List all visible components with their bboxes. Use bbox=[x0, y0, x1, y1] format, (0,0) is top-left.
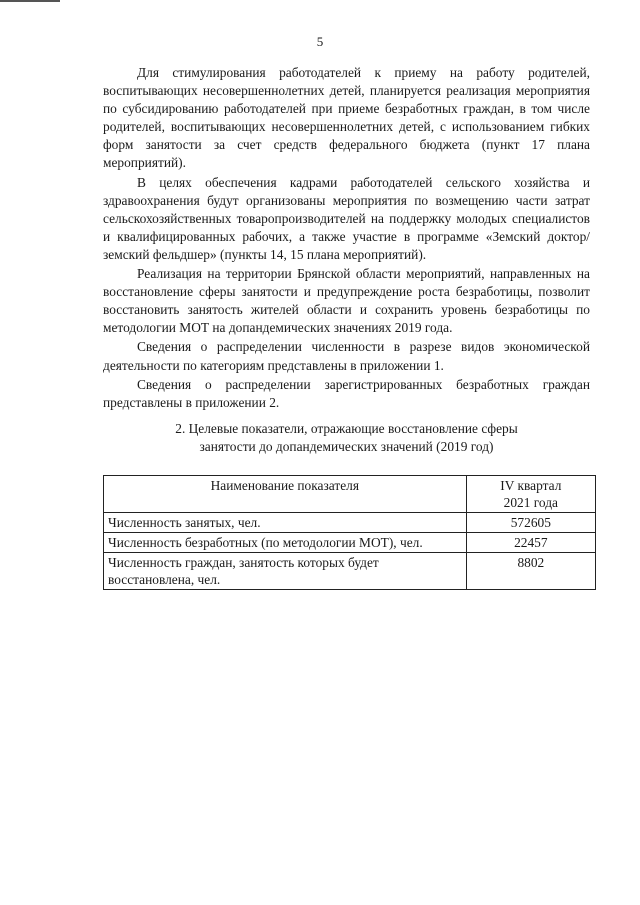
page-number: 5 bbox=[316, 34, 324, 49]
paragraph-employer-stimulus: Для стимулирования работодателей к приему на работу родителей, воспитывающих несовершеннолетних детей, планируется реализация мероприятия по субсидированию работодателей при приеме безработных граждан, в том числе родителей, воспитывающих несовершеннолетних детей, с использованием гибких форм занятости за счет средств федерального бюджета (пункт 17 плана мероприятий). bbox=[103, 65, 590, 171]
row-name-restored: Численность граждан, занятость которых будет восстановлена, чел. bbox=[104, 553, 467, 590]
paragraph-appendix-2: Сведения о распределении зарегистрированных безработных граждан представлены в приложении 2. bbox=[103, 376, 590, 410]
top-rule-line bbox=[0, 0, 60, 2]
row-value-restored: 8802 bbox=[466, 553, 595, 590]
section-title bbox=[103, 420, 590, 456]
paragraph-implementation: Реализация на территории Брянской области мероприятий, направленных на восстановление сферы занятости и предупреждение роста безработицы, позволит восстановить занятость жителей области и сохранить уровень безработицы по методологии МОТ на допандемических значениях 2019 года. bbox=[103, 266, 590, 336]
header-indicator-name: Наименование показателя bbox=[104, 476, 467, 513]
row-value-employed: 572605 bbox=[466, 513, 595, 533]
header-period-line-2: 2021 года bbox=[503, 495, 558, 510]
table-row bbox=[104, 553, 596, 590]
body-text bbox=[103, 64, 590, 412]
header-period bbox=[466, 476, 595, 513]
table-row bbox=[104, 533, 596, 553]
table-header-row bbox=[104, 476, 596, 513]
paragraph-appendix-1: Сведения о распределении численности в разрезе видов экономической деятельности по категориям представлены в приложении 1. bbox=[103, 339, 590, 373]
table-row bbox=[104, 513, 596, 533]
section-title-line-1: 2. Целевые показатели, отражающие восстановление сферы bbox=[175, 421, 518, 436]
header-period-line-1: IV квартал bbox=[500, 478, 562, 493]
row-value-unemployed: 22457 bbox=[466, 533, 595, 553]
row-name-unemployed: Численность безработных (по методологии МОТ), чел. bbox=[104, 533, 467, 553]
row-name-employed: Численность занятых, чел. bbox=[104, 513, 467, 533]
section-title-line-2: занятости до допандемических значений (2019 год) bbox=[199, 439, 494, 455]
indicators-table bbox=[103, 475, 596, 590]
paragraph-staffing: В целях обеспечения кадрами работодателей сельского хозяйства и здравоохранения будут организованы мероприятия по возмещению части затрат сельскохозяйственных товаропроизводителей на поддержку молодых специалистов и квалифицированных рабочих, а также участие в программе «Земский доктор/земский фельдшер» (пункты 14, 15 плана мероприятий). bbox=[103, 174, 590, 262]
